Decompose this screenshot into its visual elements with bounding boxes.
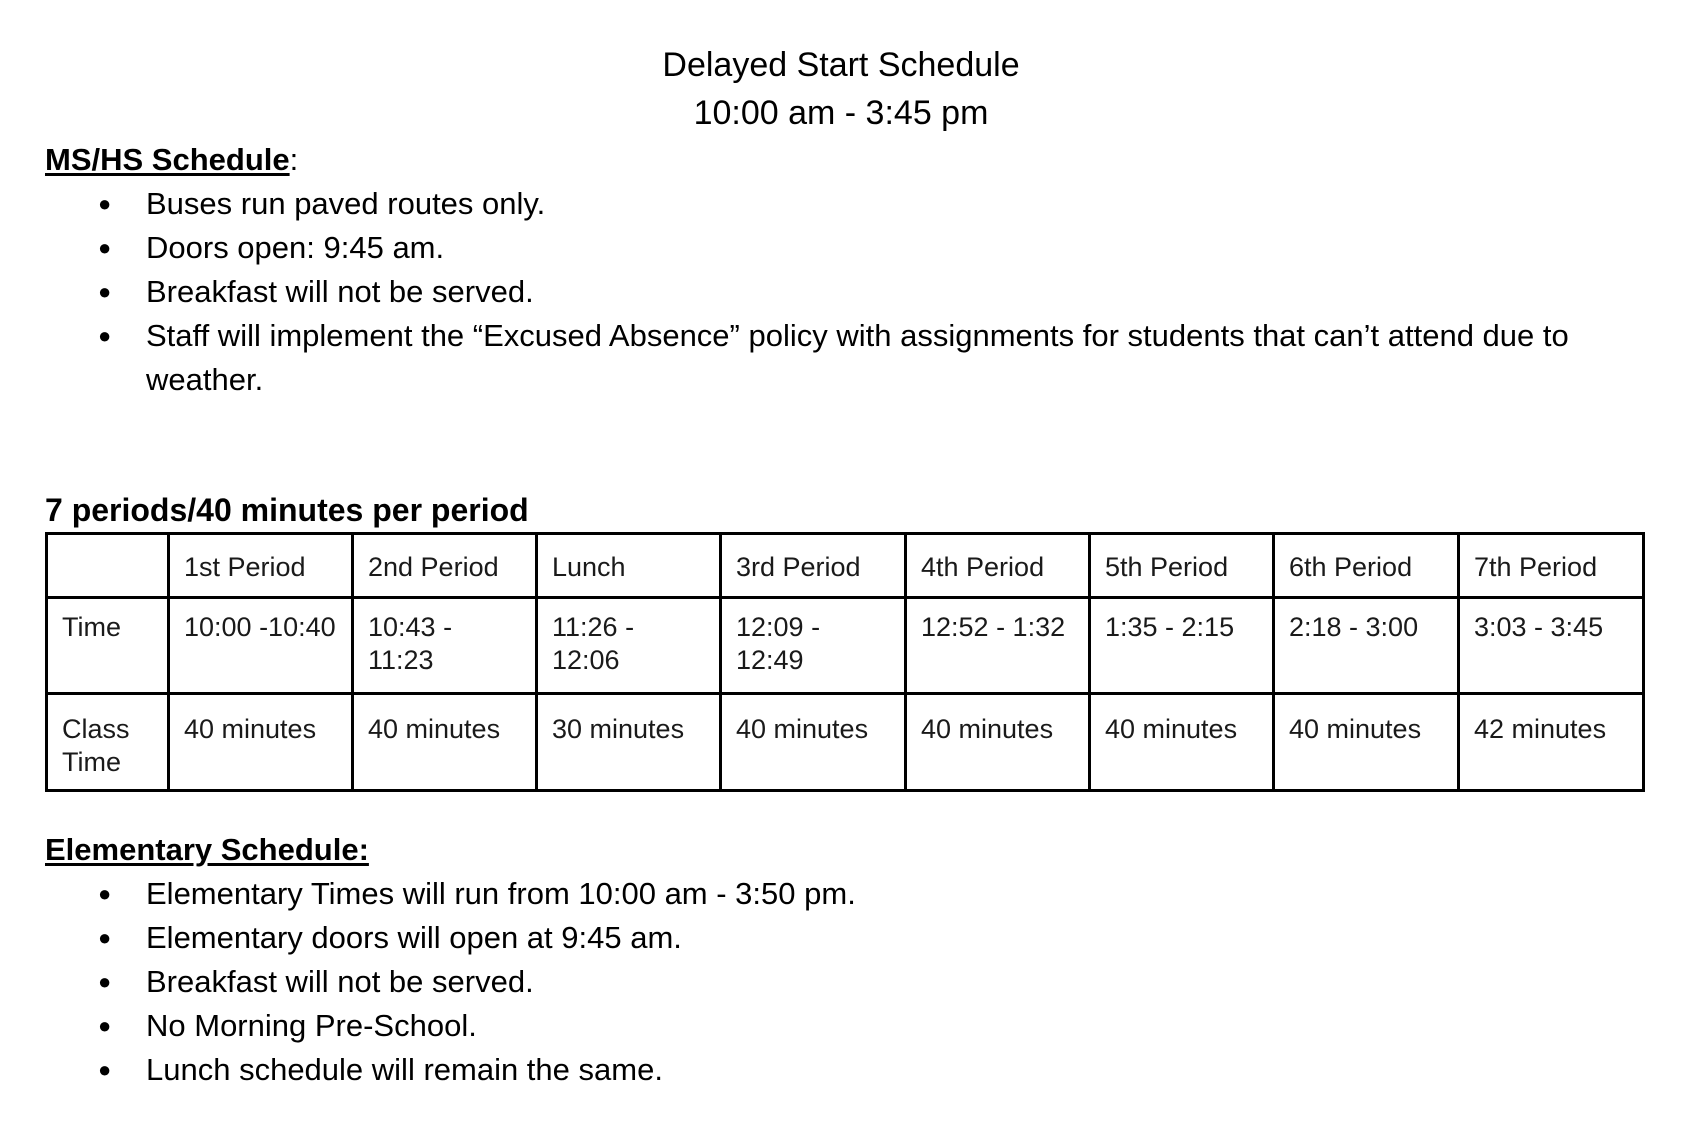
list-item: ● Elementary doors will open at 9:45 am. [0, 916, 1682, 960]
list-item: ● Buses run paved routes only. [0, 182, 1682, 226]
list-item: ● Doors open: 9:45 am. [0, 226, 1682, 270]
table-cell: 1:35 - 2:15 [1090, 598, 1274, 694]
table-row-label: Time [47, 598, 169, 694]
table-header-cell: 4th Period [906, 534, 1090, 598]
mshs-bullet-list [0, 182, 1682, 402]
mshs-heading [45, 140, 298, 180]
table-header-row [47, 534, 1644, 598]
list-item: ● Lunch schedule will remain the same. [0, 1048, 1682, 1092]
table-cell: 3:03 - 3:45 [1459, 598, 1644, 694]
table-row [47, 598, 1644, 694]
bullet-icon: ● [98, 1013, 112, 1038]
bullet-icon: ● [98, 191, 112, 216]
table-header-cell: 3rd Period [721, 534, 906, 598]
page-title: Delayed Start Schedule [662, 46, 1020, 84]
table-cell: 11:26 - 12:06 [537, 598, 721, 694]
table-cell: 40 minutes [906, 694, 1090, 791]
schedule-table [45, 532, 1645, 792]
table-header-cell: Lunch [537, 534, 721, 598]
mshs-heading-text: MS/HS Schedule [45, 142, 290, 177]
table-cell: 40 minutes [721, 694, 906, 791]
list-item: ● Staff will implement the “Excused Absence” policy with assignments for students that can’t attend due to weather. [0, 314, 1682, 402]
table-cell: 40 minutes [353, 694, 537, 791]
elementary-heading-text: Elementary Schedule: [45, 832, 369, 867]
mshs-heading-colon: : [289, 142, 299, 177]
bullet-icon: ● [98, 279, 112, 304]
table-row-label: Class Time [47, 694, 169, 791]
table-header-cell: 2nd Period [353, 534, 537, 598]
table-cell: 40 minutes [1274, 694, 1459, 791]
table-cell: 40 minutes [169, 694, 353, 791]
table-cell: 42 minutes [1459, 694, 1644, 791]
table-cell: 12:52 - 1:32 [906, 598, 1090, 694]
table-header-cell [47, 534, 169, 598]
bullet-icon: ● [98, 323, 112, 348]
list-item: ● Elementary Times will run from 10:00 am - 3:50 pm. [0, 872, 1682, 916]
table-cell: 2:18 - 3:00 [1274, 598, 1459, 694]
list-item: ● Breakfast will not be served. [0, 960, 1682, 1004]
table-row [47, 694, 1644, 791]
table-cell: 30 minutes [537, 694, 721, 791]
bullet-icon: ● [98, 235, 112, 260]
bullet-icon: ● [98, 969, 112, 994]
table-cell: 12:09 - 12:49 [721, 598, 906, 694]
list-item: ● No Morning Pre-School. [0, 1004, 1682, 1048]
bullet-icon: ● [98, 925, 112, 950]
table-cell: 10:43 - 11:23 [353, 598, 537, 694]
elementary-bullet-list [0, 872, 1682, 1092]
table-header-cell: 6th Period [1274, 534, 1459, 598]
table-cell: 40 minutes [1090, 694, 1274, 791]
table-header-cell: 1st Period [169, 534, 353, 598]
bullet-icon: ● [98, 881, 112, 906]
table-header-cell: 5th Period [1090, 534, 1274, 598]
list-item: ● Breakfast will not be served. [0, 270, 1682, 314]
periods-heading: 7 periods/40 minutes per period [45, 492, 529, 528]
bullet-icon: ● [98, 1057, 112, 1082]
table-header-cell: 7th Period [1459, 534, 1644, 598]
elementary-heading [45, 830, 369, 870]
table-cell: 10:00 -10:40 [169, 598, 353, 694]
schedule-hours: 10:00 am - 3:45 pm [693, 94, 989, 132]
